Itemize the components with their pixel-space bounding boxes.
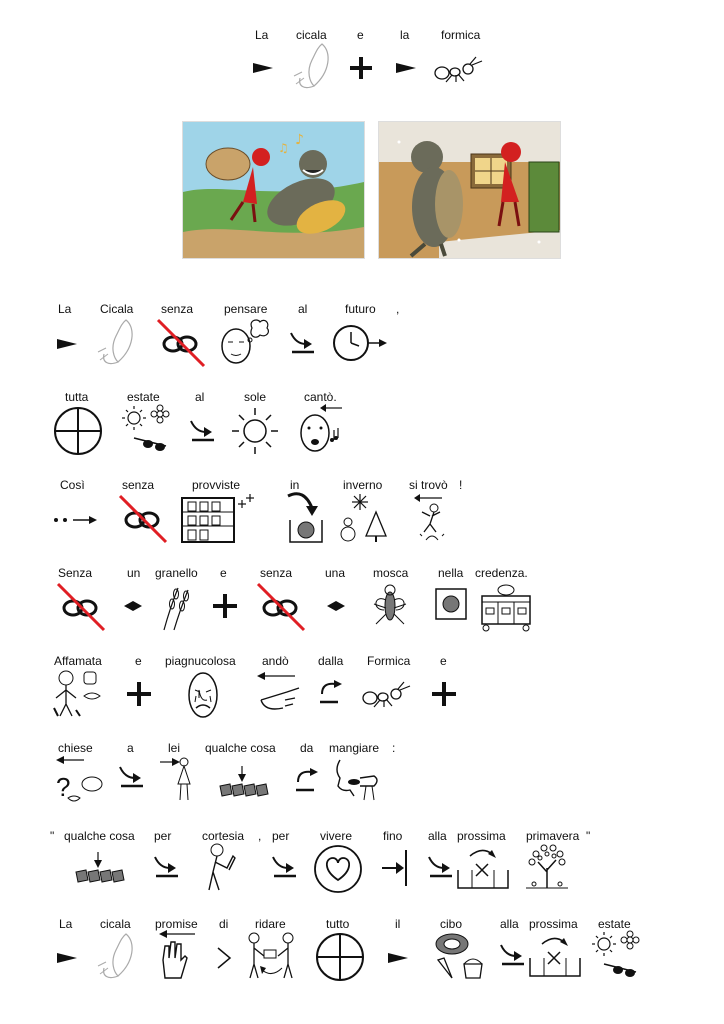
went-hand-icon xyxy=(255,670,305,718)
to-the-icon xyxy=(188,418,218,444)
word: estate xyxy=(127,390,160,404)
word: piagnucolosa xyxy=(165,654,236,668)
plus-icon xyxy=(127,682,151,706)
word: e xyxy=(135,654,142,668)
word: senza xyxy=(122,478,155,492)
illustration-ant-and-singing-cicada xyxy=(182,121,365,259)
of-icon xyxy=(216,946,234,970)
to-the-icon xyxy=(426,854,456,880)
title-word: la xyxy=(400,28,410,42)
summer-icon xyxy=(120,404,172,452)
next-icon xyxy=(528,934,582,980)
whole-circle-icon xyxy=(53,406,103,456)
word: provviste xyxy=(192,478,241,492)
word: granello xyxy=(155,566,198,580)
title-word: e xyxy=(357,28,364,42)
future-clock-icon xyxy=(332,322,392,364)
word: fino xyxy=(383,829,403,843)
diamond-article-icon xyxy=(124,600,142,612)
until-icon xyxy=(380,846,412,890)
whole-circle-icon xyxy=(315,932,365,982)
title-word: cicala xyxy=(296,28,327,42)
crying-face-icon xyxy=(187,670,219,720)
word: senza xyxy=(260,566,293,580)
word: prossima xyxy=(529,917,578,931)
please-icon xyxy=(203,842,243,892)
word: qualche cosa xyxy=(64,829,135,843)
word: una xyxy=(325,566,346,580)
word: andò xyxy=(262,654,289,668)
word: il xyxy=(395,917,401,931)
ask-icon xyxy=(54,756,104,806)
ant-icon xyxy=(362,680,416,708)
word: Così xyxy=(60,478,85,492)
word: cortesia xyxy=(202,829,245,843)
give-back-icon xyxy=(244,930,298,982)
from-icon xyxy=(292,766,324,794)
word: per xyxy=(154,829,172,843)
word: credenza. xyxy=(475,566,528,580)
word: promise xyxy=(155,917,198,931)
cicada-icon xyxy=(96,318,140,368)
heart-icon xyxy=(313,844,363,894)
plus-icon xyxy=(213,594,237,618)
word: Cicala xyxy=(100,302,134,316)
word: dalla xyxy=(318,654,344,668)
without-link-icon xyxy=(54,582,108,632)
word: La xyxy=(59,917,73,931)
without-link-icon xyxy=(116,494,170,544)
word: ! xyxy=(459,478,463,492)
svg-text:♪: ♪ xyxy=(295,132,304,148)
thinking-face-icon xyxy=(218,318,270,366)
word: chiese xyxy=(58,741,93,755)
in-the-box-icon xyxy=(435,588,467,620)
word: La xyxy=(58,302,72,316)
word: lei xyxy=(168,741,181,755)
word: e xyxy=(220,566,227,580)
so-dots-arrow-icon xyxy=(53,512,99,528)
to-the-icon xyxy=(498,942,528,968)
for-icon xyxy=(270,854,300,880)
word: , xyxy=(396,302,400,316)
word: tutta xyxy=(65,390,89,404)
singing-face-icon xyxy=(298,406,346,456)
word: vivere xyxy=(320,829,353,843)
spring-tree-icon xyxy=(520,840,574,892)
food-icon xyxy=(432,930,490,982)
word: Senza xyxy=(58,566,93,580)
word: qualche cosa xyxy=(205,741,276,755)
word: a xyxy=(127,741,134,755)
article-arrow-icon xyxy=(388,950,410,966)
summer-icon xyxy=(590,930,642,978)
to-icon xyxy=(117,764,147,790)
word: tutto xyxy=(326,917,350,931)
something-icon xyxy=(72,850,128,886)
word: primavera xyxy=(526,829,580,843)
article-arrow-icon xyxy=(57,950,79,966)
word: cantò. xyxy=(304,390,337,404)
word: alla xyxy=(428,829,447,843)
sun-icon xyxy=(230,406,280,456)
to-the-icon xyxy=(288,330,318,356)
ant-icon xyxy=(434,55,488,83)
cupboard-icon xyxy=(478,582,534,632)
word: di xyxy=(219,917,229,931)
cicada-icon xyxy=(292,42,336,92)
svg-text:?: ? xyxy=(56,772,71,802)
word: ridare xyxy=(255,917,286,931)
word: da xyxy=(300,741,314,755)
word: futuro xyxy=(345,302,376,316)
svg-text:♫: ♫ xyxy=(278,141,289,155)
plus-icon xyxy=(350,57,372,79)
eat-icon xyxy=(330,756,384,804)
word: alla xyxy=(500,917,519,931)
plus-icon xyxy=(432,682,456,706)
word: inverno xyxy=(343,478,383,492)
winter-icon xyxy=(334,492,390,544)
for-icon xyxy=(152,854,182,880)
title-word: La xyxy=(255,28,269,42)
word: cibo xyxy=(440,917,463,931)
cicada-icon xyxy=(96,932,140,982)
without-link-icon xyxy=(154,318,208,368)
into-box-icon xyxy=(284,490,326,544)
word: " xyxy=(586,829,591,843)
word: pensare xyxy=(224,302,268,316)
fly-icon xyxy=(370,580,410,632)
her-icon xyxy=(158,754,194,804)
word: prossima xyxy=(457,829,506,843)
hungry-person-icon xyxy=(50,668,106,720)
word: in xyxy=(290,478,300,492)
word: : xyxy=(392,741,396,755)
wheat-icon xyxy=(156,582,194,632)
word: per xyxy=(272,829,290,843)
word: sole xyxy=(244,390,267,404)
word: Affamata xyxy=(54,654,102,668)
word: estate xyxy=(598,917,631,931)
next-icon xyxy=(456,846,510,892)
word: al xyxy=(195,390,205,404)
illustration-hungry-cicada-at-ant-house xyxy=(378,121,561,259)
word: cicala xyxy=(100,917,131,931)
word: un xyxy=(127,566,141,580)
article-arrow-icon xyxy=(253,60,275,76)
something-icon xyxy=(216,764,272,800)
without-link-icon xyxy=(254,582,308,632)
word: mosca xyxy=(373,566,409,580)
from-the-icon xyxy=(316,678,348,706)
word: senza xyxy=(161,302,194,316)
pantry-icon xyxy=(180,492,256,544)
word: nella xyxy=(438,566,464,580)
word: si trovò xyxy=(409,478,448,492)
article-arrow-icon xyxy=(57,336,79,352)
word: " xyxy=(50,829,55,843)
diamond-article-icon xyxy=(327,600,345,612)
word: mangiare xyxy=(329,741,380,755)
title-word: formica xyxy=(441,28,481,42)
promise-hand-icon xyxy=(155,930,201,982)
word: al xyxy=(298,302,308,316)
article-arrow-icon xyxy=(396,60,418,76)
word: Formica xyxy=(367,654,411,668)
found-person-icon xyxy=(412,492,452,544)
word: , xyxy=(258,829,262,843)
word: e xyxy=(440,654,447,668)
